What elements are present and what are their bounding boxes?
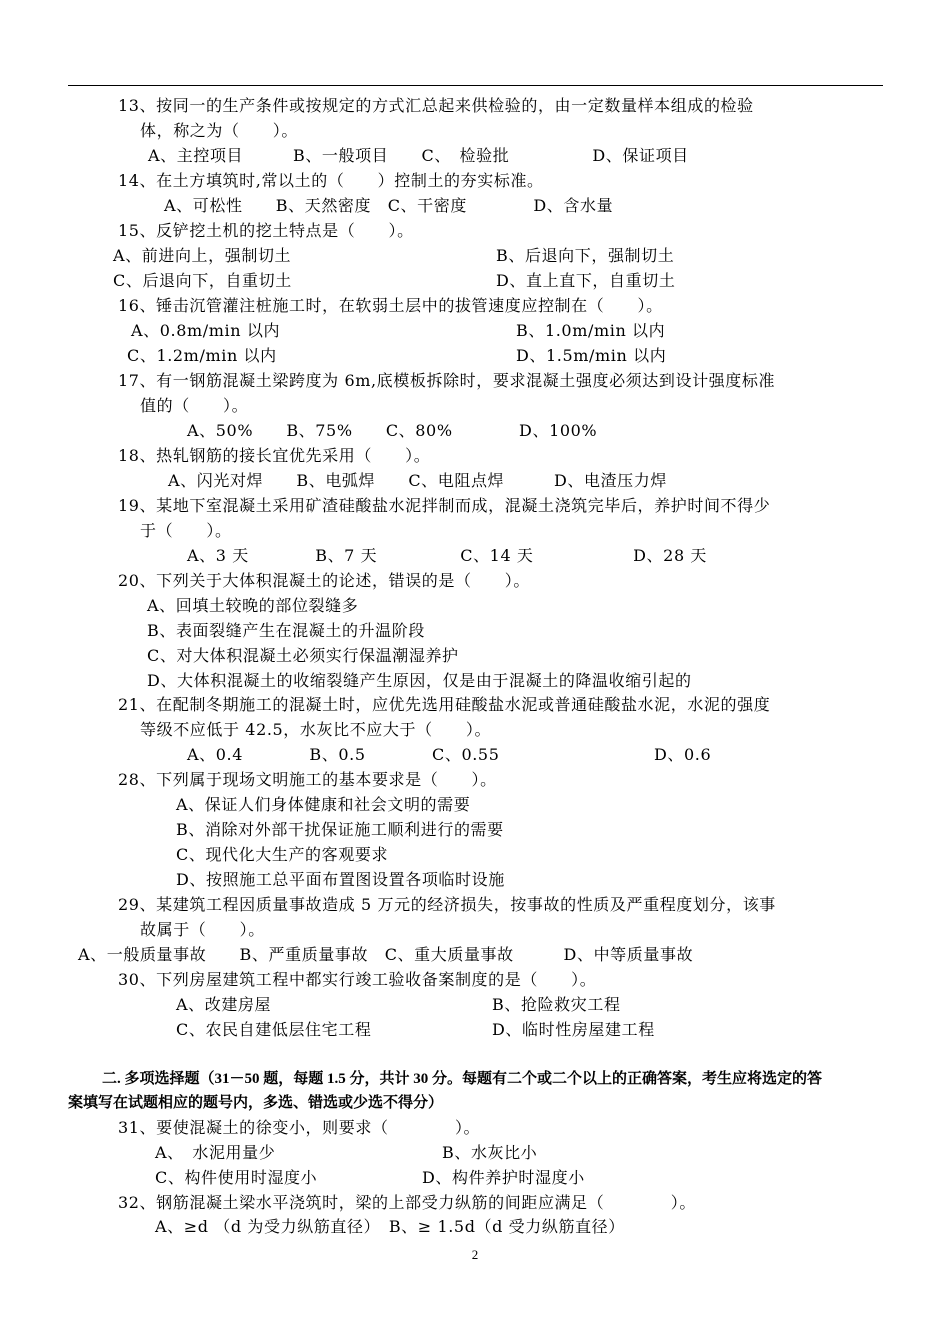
q32-stem: 32、钢筋混凝土梁水平浇筑时，梁的上部受力纵筋的间距应满足（ ）。 (118, 1193, 696, 1212)
q21-option-d: D、0.6 (654, 745, 712, 764)
q32-options: A、≥d （d 为受力纵筋直径） B、≥ 1.5d（d 受力纵筋直径） (155, 1217, 625, 1236)
q29-stem-cont: 故属于（ ）。 (140, 920, 265, 939)
q15-option-d: D、直上直下，自重切土 (496, 271, 676, 290)
q13-options: A、主控项目 B、一般项目 C、 检验批 D、保证项目 (148, 146, 689, 165)
section-heading-cont: 案填写在试题相应的题号内，多选、错选或少选不得分） (68, 1095, 444, 1111)
q30-option-a: A、改建房屋 (176, 995, 272, 1014)
q31-option-a: A、 水泥用量少 (155, 1143, 276, 1162)
q30-option-b: B、抢险救灾工程 (492, 995, 621, 1014)
q18-stem: 18、热轧钢筋的接长宜优先采用（ ）。 (118, 446, 431, 465)
q13-stem-cont: 体，称之为（ ）。 (140, 121, 299, 140)
q21-options: A、0.4 B、0.5 C、0.55 (187, 745, 500, 764)
q20-option-b: B、表面裂缝产生在混凝土的升温阶段 (147, 621, 425, 640)
q28-option-b: B、消除对外部干扰保证施工顺利进行的需要 (176, 820, 504, 839)
q28-option-c: C、现代化大生产的客观要求 (176, 845, 389, 864)
q18-options: A、闪光对焊 B、电弧焊 C、电阻点焊 D、电渣压力焊 (168, 471, 667, 490)
q15-option-a: A、前进向上，强制切土 (113, 246, 292, 265)
q20-option-d: D、大体积混凝土的收缩裂缝产生原因，仅是由于混凝土的降温收缩引起的 (147, 671, 692, 690)
q17-stem: 17、有一钢筋混凝土梁跨度为 6m,底模板拆除时，要求混凝土强度必须达到设计强度标准 (118, 371, 776, 390)
q19-stem: 19、某地下室混凝土采用矿渣硅酸盐水泥拌制而成，混凝土浇筑完毕后，养护时间不得少 (118, 496, 771, 515)
q14-options: A、可松性 B、天然密度 C、干密度 D、含水量 (164, 196, 614, 215)
header-rule (68, 85, 883, 86)
q31-option-c: C、构件使用时湿度小 (155, 1168, 318, 1187)
q30-stem: 30、下列房屋建筑工程中都实行竣工验收备案制度的是（ ）。 (118, 970, 597, 989)
q15-option-b: B、后退向下，强制切土 (496, 246, 675, 265)
q15-option-c: C、后退向下，自重切土 (113, 271, 292, 290)
q16-option-c: C、1.2m/min 以内 (127, 346, 277, 365)
q19-stem-cont: 于（ ）。 (140, 521, 232, 540)
q20-stem: 20、下列关于大体积混凝土的论述，错误的是（ ）。 (118, 571, 530, 590)
q29-options: A、一般质量事故 B、严重质量事故 C、重大质量事故 D、中等质量事故 (78, 945, 694, 964)
q31-stem: 31、要使混凝土的徐变小，则要求（ ）。 (118, 1118, 481, 1137)
q16-option-d: D、1.5m/min 以内 (516, 346, 667, 365)
q13-stem: 13、按同一的生产条件或按规定的方式汇总起来供检验的，由一定数量样本组成的检验 (118, 96, 754, 115)
q21-stem-cont: 等级不应低于 42.5，水灰比不应大于（ ）。 (140, 720, 492, 739)
q31-option-b: B、水灰比小 (442, 1143, 538, 1162)
q17-stem-cont: 值的（ ）。 (140, 396, 249, 415)
section-heading: 二. 多项选择题（31－50 题，每题 1.5 分，共计 30 分。每题有二个或二个以上的正确答案，考生应将选定的答 (102, 1071, 823, 1087)
q19-options: A、3 天 B、7 天 C、14 天 D、28 天 (187, 546, 708, 565)
q28-option-a: A、保证人们身体健康和社会文明的需要 (176, 795, 471, 814)
q16-option-a: A、0.8m/min 以内 (131, 321, 281, 340)
q16-option-b: B、1.0m/min 以内 (516, 321, 666, 340)
q14-stem: 14、在土方填筑时,常以土的（ ）控制土的夯实标准。 (118, 171, 544, 190)
q21-stem: 21、在配制冬期施工的混凝土时，应优先选用硅酸盐水泥或普通硅酸盐水泥，水泥的强度 (118, 695, 771, 714)
q16-stem: 16、锤击沉管灌注桩施工时，在软弱土层中的拔管速度应控制在（ ）。 (118, 296, 663, 315)
q30-option-c: C、农民自建低层住宅工程 (176, 1020, 372, 1039)
page-number: 2 (471, 1247, 479, 1262)
q30-option-d: D、临时性房屋建工程 (492, 1020, 655, 1039)
q28-stem: 28、下列属于现场文明施工的基本要求是（ ）。 (118, 770, 497, 789)
q20-option-c: C、对大体积混凝土必须实行保温潮湿养护 (147, 646, 459, 665)
q28-option-d: D、按照施工总平面布置图设置各项临时设施 (176, 870, 505, 889)
q15-stem: 15、反铲挖土机的挖土特点是（ ）。 (118, 221, 414, 240)
q17-options: A、50% B、75% C、80% D、100% (187, 421, 598, 440)
q20-option-a: A、回填土较晚的部位裂缝多 (147, 596, 359, 615)
q29-stem: 29、某建筑工程因质量事故造成 5 万元的经济损失，按事故的性质及严重程度划分，该事 (118, 895, 776, 914)
q31-option-d: D、构件养护时湿度小 (422, 1168, 585, 1187)
